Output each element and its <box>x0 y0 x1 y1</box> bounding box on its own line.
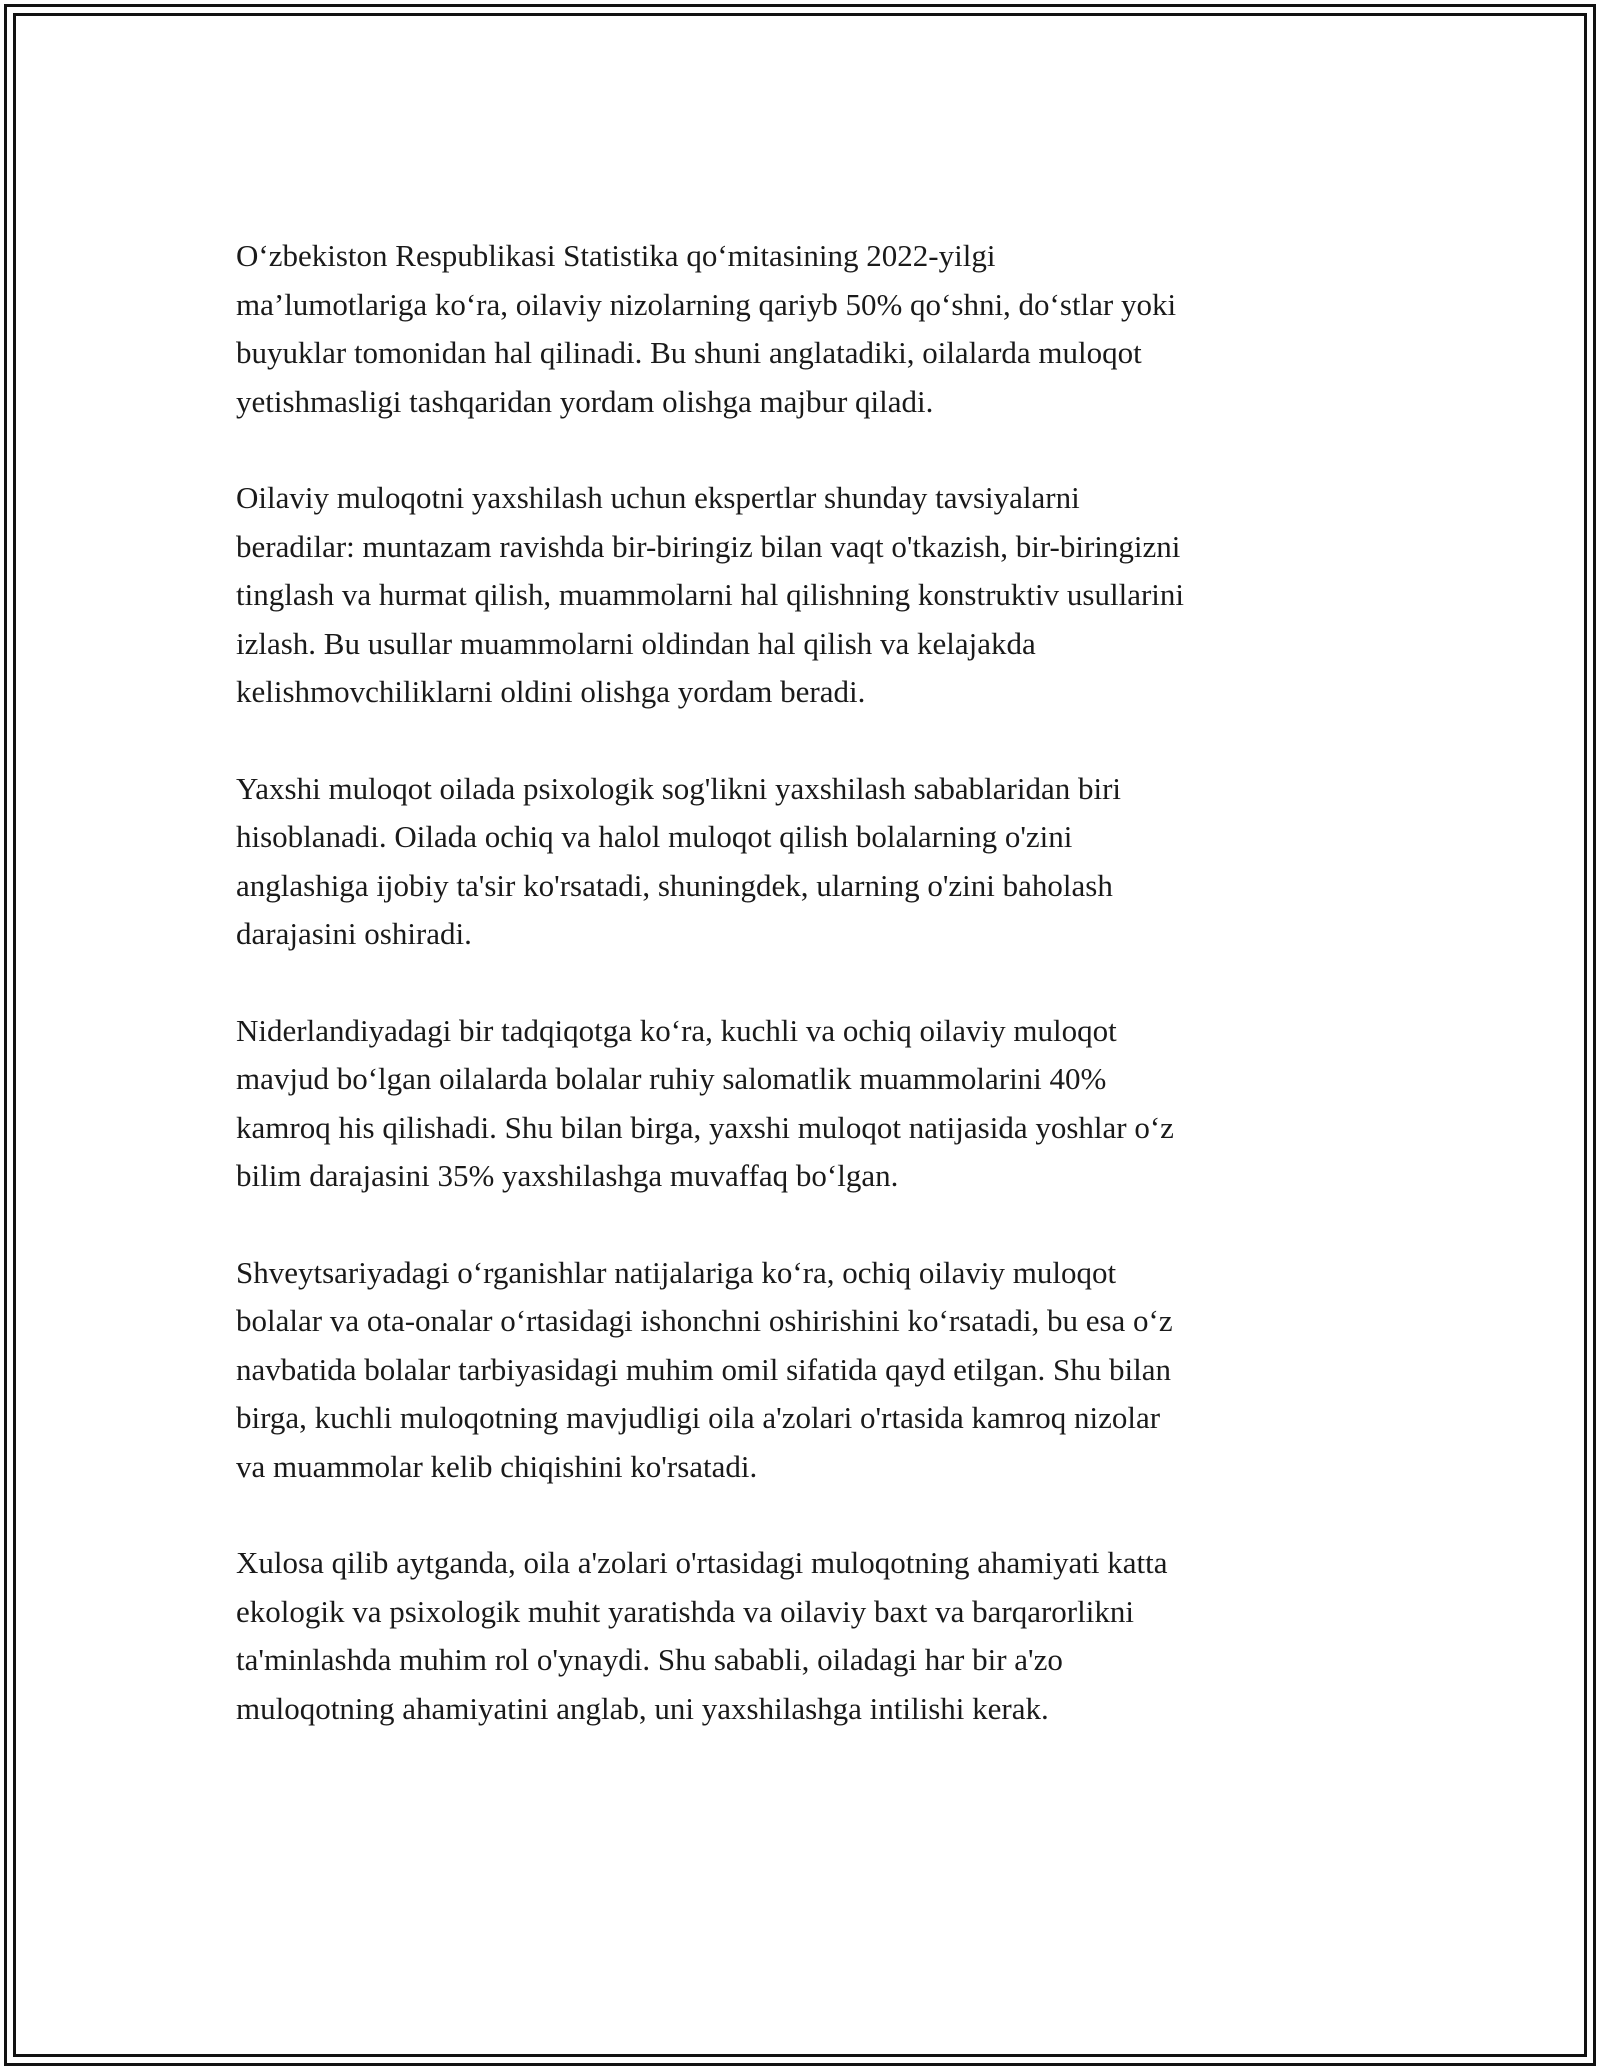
paragraph-statistics: O‘zbekiston Respublikasi Statistika qo‘mitasining 2022-yilgi ma’lumotlariga ko‘ra, oilaviy nizolarning qariyb 50% qo‘shni, do‘stlar yoki buyuklar tomonidan hal qilinadi. Bu shuni anglatadiki, oilalarda muloqot yetishmasligi tashqaridan yordam olishga majbur qiladi. <box>236 238 1177 419</box>
document-body <box>236 232 1376 1781</box>
paragraph-expert-advice: Oilaviy muloqotni yaxshilash uchun ekspertlar shunday tavsiyalarni beradilar: muntazam ravishda bir-biringiz bilan vaqt o'tkazish, bir-biringizni tinglash va hurmat qilish, muammolarni hal qilishning konstruktiv usullarini izlash. Bu usullar muammolarni oldindan hal qilish va kelajakda kelishmovchiliklarni oldini olishga yordam beradi. <box>236 480 1184 709</box>
paragraph-conclusion: Xulosa qilib aytganda, oila a'zolari o'rtasidagi muloqotning ahamiyati katta ekologik va psixologik muhit yaratishda va oilaviy baxt va barqarorlikni ta'minlashda muhim rol o'ynaydi. Shu sababli, oiladagi har bir a'zo muloqotning ahamiyatini anglab, uni yaxshilashga intilishi kerak. <box>236 1545 1168 1726</box>
paragraph-netherlands-study: Niderlandiyadagi bir tadqiqotga ko‘ra, kuchli va ochiq oilaviy muloqot mavjud bo‘lgan oilalarda bolalar ruhiy salomatlik muammolarini 40% kamroq his qilishadi. Shu bilan birga, yaxshi muloqot natijasida yoshlar o‘z bilim darajasini 35% yaxshilashga muvaffaq bo‘lgan. <box>236 1012 1174 1193</box>
paragraph-psychological-health: Yaxshi muloqot oilada psixologik sog'likni yaxshilash sabablaridan biri hisoblanadi. Oilada ochiq va halol muloqot qilish bolalarning o'zini anglashiga ijobiy ta'sir ko'rsatadi, shuningdek, ularning o'zini baholash darajasini oshiradi. <box>236 770 1122 951</box>
paragraph-switzerland-study: Shveytsariyadagi o‘rganishlar natijalariga ko‘ra, ochiq oilaviy muloqot bolalar va ota-onalar o‘rtasidagi ishonchni oshirishini ko‘rsatadi, bu esa o‘z navbatida bolalar tarbiyasidagi muhim omil sifatida qayd etilgan. Shu bilan birga, kuchli muloqotning mavjudligi oila a'zolari o'rtasida kamroq nizolar va muammolar kelib chiqishini ko'rsatadi. <box>236 1254 1173 1484</box>
